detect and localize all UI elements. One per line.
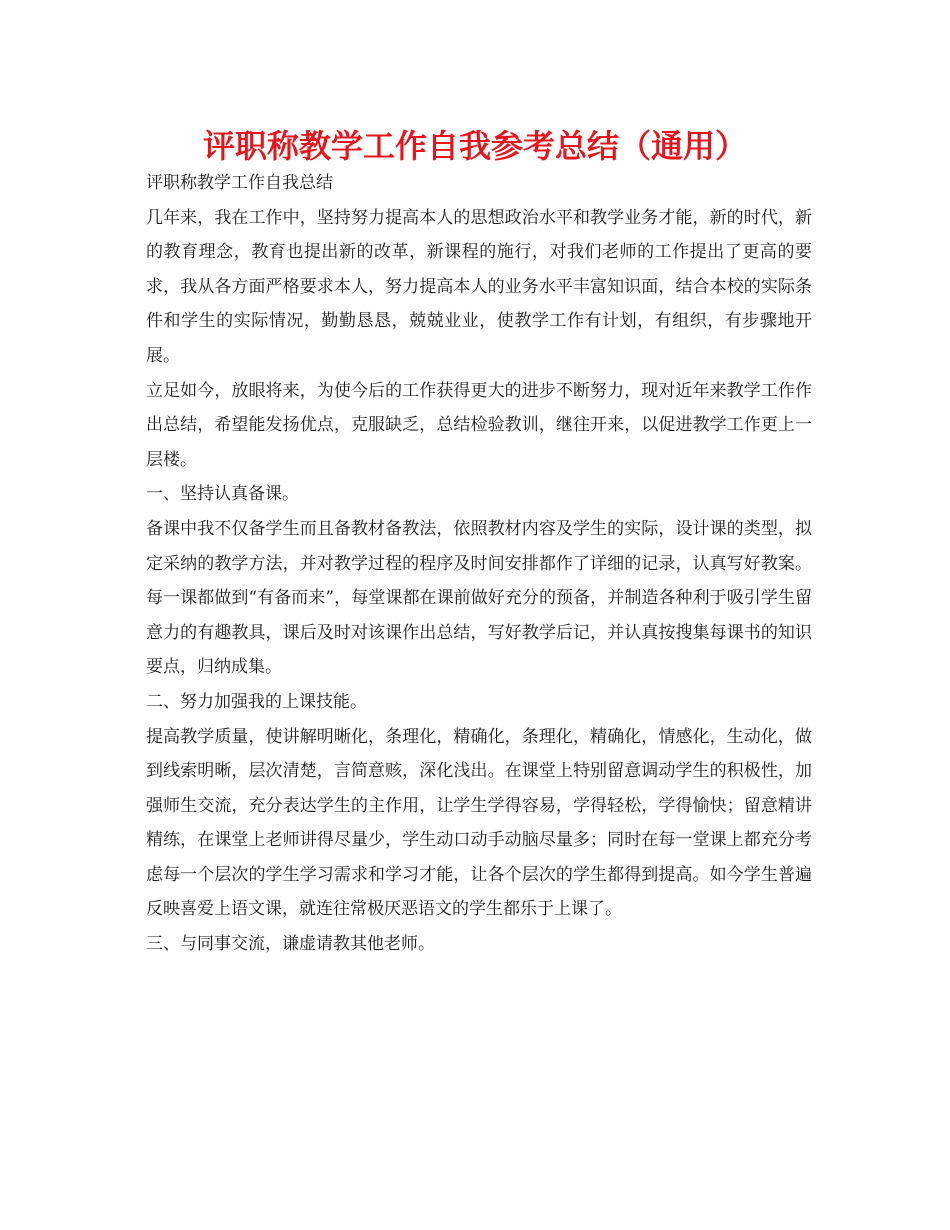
document-title: 评职称教学工作自我参考总结（通用）	[202, 127, 747, 165]
paragraph: 备课中我不仅备学生而且备教材备教法，依照教材内容及学生的实际，设计课的类型，拟定采纳的教学方法，并对教学过程的程序及时间安排都作了详细的记录，认真写好教案。每一课都做到“有备而来”，每堂课都在课前做好充分的预备，并制造各种利于吸引学生留意力的有趣教具，课后及时对该课作出总结，写好教学后记，并认真按搜集每课书的知识要点，归纳成集。	[146, 518, 812, 678]
document-subtitle: 评职称教学工作自我总结	[146, 173, 333, 193]
paragraph: 立足如今，放眼将来，为使今后的工作获得更大的进步不断努力，现对近年来教学工作作出总结，希望能发扬优点，克服缺乏，总结检验教训，继往开来，以促进教学工作更上一层楼。	[146, 380, 812, 470]
section-heading: 三、与同事交流，谦虚请教其他老师。	[146, 934, 435, 955]
section-heading: 二、努力加强我的上课技能。	[146, 691, 367, 712]
paragraph: 提高教学质量，使讲解明晰化，条理化，精确化，条理化，精确化，情感化，生动化，做到线索明晰，层次清楚，言简意赅，深化浅出。在课堂上特别留意调动学生的积极性，加强师生交流，充分表达学生的主作用，让学生学得容易，学得轻松，学得愉快；留意精讲精练，在课堂上老师讲得尽量少，学生动口动手动脑尽量多；同时在每一堂课上都充分考虑每一个层次的学生学习需求和学习才能，让各个层次的学生都得到提高。如今学生普遍反映喜爱上语文课，就连往常极厌恶语文的学生都乐于上课了。	[146, 726, 812, 920]
paragraph: 几年来，我在工作中，坚持努力提高本人的思想政治水平和教学业务才能，新的时代，新的教育理念，教育也提出新的改革，新课程的施行，对我们老师的工作提出了更高的要求，我从各方面严格要求本人，努力提高本人的业务水平丰富知识面，结合本校的实际条件和学生的实际情况，勤勤恳恳，兢兢业业，使教学工作有计划，有组织，有步骤地开展。	[146, 207, 812, 366]
section-heading: 一、坚持认真备课。	[146, 484, 299, 505]
document-body	[146, 166, 812, 962]
